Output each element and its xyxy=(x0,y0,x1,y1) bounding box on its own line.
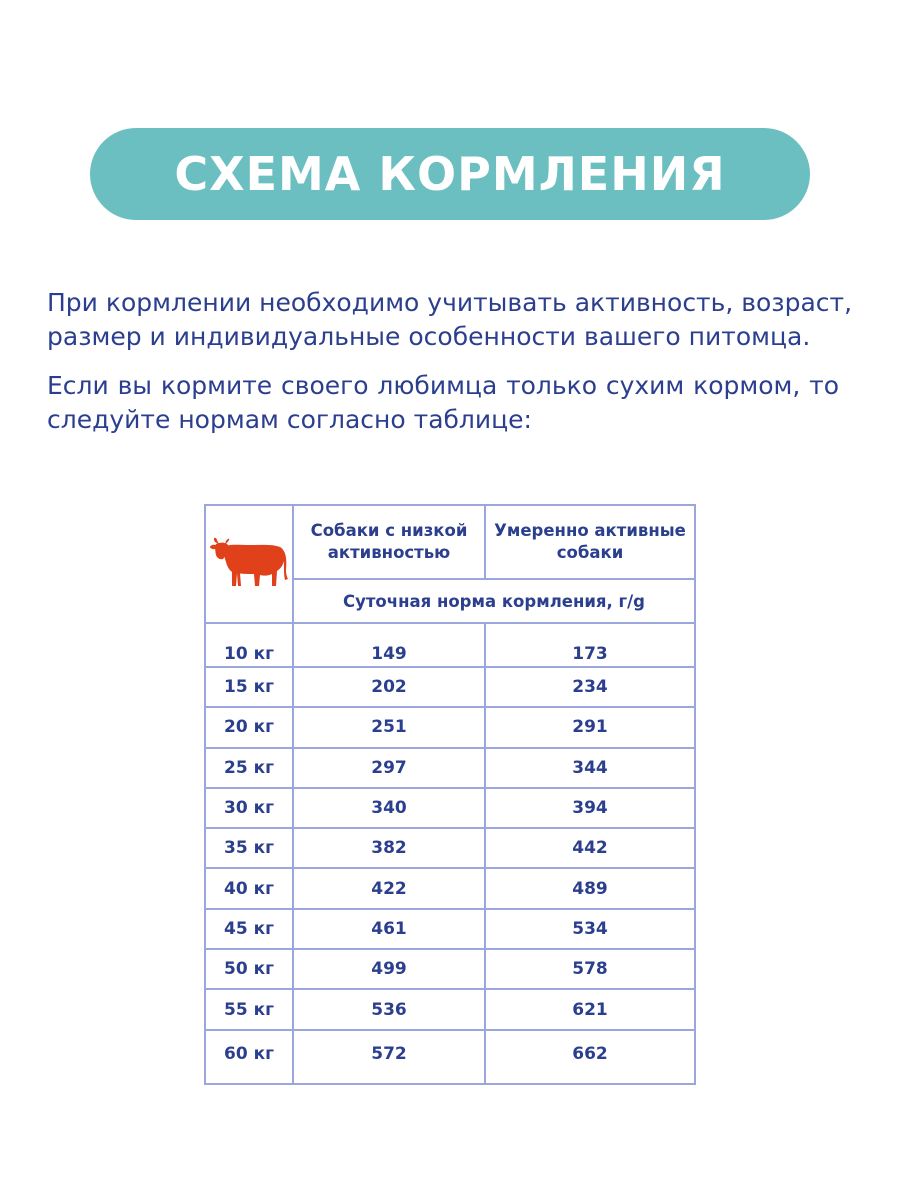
page-title: СХЕМА КОРМЛЕНИЯ xyxy=(174,147,726,201)
table-row xyxy=(205,909,695,949)
moderate-activity-cell: 621 xyxy=(485,989,695,1029)
moderate-activity-cell: 662 xyxy=(485,1030,695,1084)
table-row xyxy=(205,748,695,788)
cow-icon xyxy=(210,536,288,592)
table-row xyxy=(205,989,695,1029)
moderate-activity-cell: 173 xyxy=(485,623,695,667)
table-row xyxy=(205,828,695,868)
low-activity-cell: 202 xyxy=(293,667,485,707)
table-row xyxy=(205,949,695,989)
low-activity-cell: 251 xyxy=(293,707,485,747)
icon-cell xyxy=(205,505,293,623)
table-row xyxy=(205,623,695,667)
weight-cell: 35 кг xyxy=(205,828,293,868)
moderate-activity-cell: 534 xyxy=(485,909,695,949)
low-activity-cell: 340 xyxy=(293,788,485,828)
low-activity-cell: 536 xyxy=(293,989,485,1029)
moderate-activity-cell: 442 xyxy=(485,828,695,868)
weight-cell: 40 кг xyxy=(205,868,293,908)
low-activity-cell: 382 xyxy=(293,828,485,868)
intro-paragraph-1: При кормлении необходимо учитывать активность, возраст, размер и индивидуальные особенности вашего питомца. xyxy=(47,288,853,351)
weight-cell: 25 кг xyxy=(205,748,293,788)
low-activity-cell: 499 xyxy=(293,949,485,989)
low-activity-cell: 422 xyxy=(293,868,485,908)
table-row xyxy=(205,707,695,747)
weight-cell: 50 кг xyxy=(205,949,293,989)
intro-paragraph-2: Если вы кормите своего любимца только сухим кормом, то следуйте нормам согласно таблице: xyxy=(47,371,839,434)
title-banner xyxy=(90,128,810,220)
table-row xyxy=(205,868,695,908)
header-low-activity: Собаки с низкой активностью xyxy=(293,505,485,579)
weight-cell: 45 кг xyxy=(205,909,293,949)
low-activity-cell: 297 xyxy=(293,748,485,788)
low-activity-cell: 572 xyxy=(293,1030,485,1084)
table-row xyxy=(205,667,695,707)
weight-cell: 15 кг xyxy=(205,667,293,707)
moderate-activity-cell: 344 xyxy=(485,748,695,788)
low-activity-cell: 149 xyxy=(293,623,485,667)
weight-cell: 55 кг xyxy=(205,989,293,1029)
moderate-activity-cell: 234 xyxy=(485,667,695,707)
weight-cell: 10 кг xyxy=(205,623,293,667)
moderate-activity-cell: 291 xyxy=(485,707,695,747)
table-row xyxy=(205,1030,695,1084)
table-row xyxy=(205,788,695,828)
moderate-activity-cell: 578 xyxy=(485,949,695,989)
header-moderate-activity: Умеренно активные собаки xyxy=(485,505,695,579)
weight-cell: 30 кг xyxy=(205,788,293,828)
feeding-table xyxy=(204,504,696,1085)
moderate-activity-cell: 489 xyxy=(485,868,695,908)
subheader-daily-norm: Суточная норма кормления, г/g xyxy=(293,579,695,623)
weight-cell: 20 кг xyxy=(205,707,293,747)
low-activity-cell: 461 xyxy=(293,909,485,949)
moderate-activity-cell: 394 xyxy=(485,788,695,828)
table-header-row xyxy=(205,505,695,579)
weight-cell: 60 кг xyxy=(205,1030,293,1084)
